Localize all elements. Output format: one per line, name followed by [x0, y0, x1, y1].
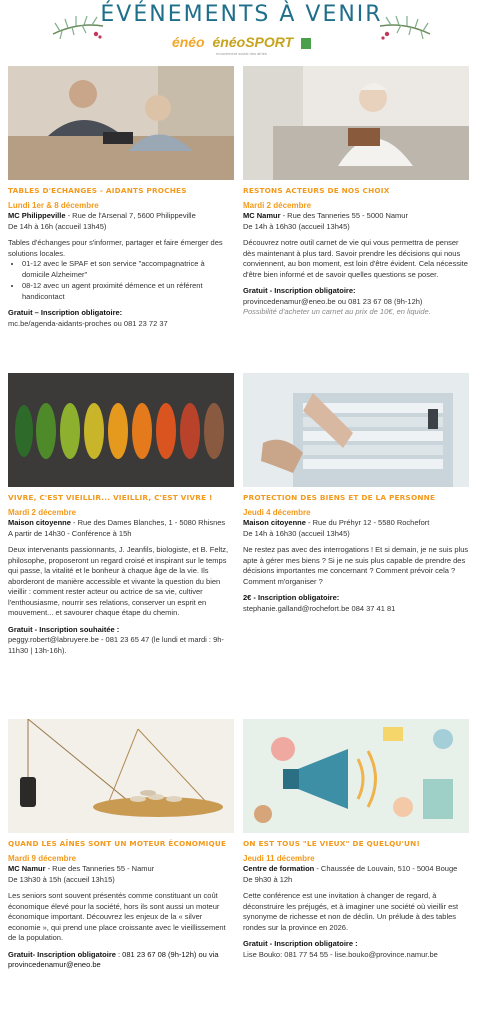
- event-photo-leaves: [8, 373, 234, 487]
- event-note: Possibilité d'acheter un carnet au prix de 10€, en liquide.: [243, 307, 431, 316]
- event-location: [243, 518, 469, 529]
- event-address: - Rue des Dames Blanches, 1 - 5080 Rhisnes: [70, 518, 226, 527]
- event-date: Jeudi 11 décembre: [243, 854, 315, 863]
- event-address: - Rue du Préhyr 12 - 5580 Rochefort: [305, 518, 430, 527]
- event-bullet-list: [22, 259, 234, 302]
- event-location: [8, 864, 234, 875]
- event-photo-caregivers: [8, 66, 234, 180]
- event-registration: Gratuit - Inscription obligatoire :: [243, 939, 358, 948]
- event-registration-line: [8, 950, 234, 971]
- event-date: Jeudi 4 décembre: [243, 508, 311, 517]
- list-item: • 01-12 avec le SPAF et son service "accompagnatrice à domicile Alzheimer": [22, 259, 234, 280]
- eneo-logo: énéo: [171, 34, 205, 50]
- event-description: Découvrez notre outil carnet de vie qui vous permettra de penser dès maintenant à plus tard. Savoir prendre les décisions qui nous conviennent, au bon moment, est loin d'être évident. Cela nécessite d'être bien informé et de savoir quelles questions se poser.: [243, 238, 468, 279]
- event-date: Mardi 2 décembre: [8, 508, 77, 517]
- event-venue: MC Philippeville: [8, 211, 66, 220]
- event-contact[interactable]: stephanie.galland@rochefort.be 084 37 41 81: [243, 603, 396, 613]
- event-title: VIVRE, C'EST VIEILLIR... VIEILLIR, C'EST VIVRE !: [8, 493, 213, 502]
- badge-icon: [301, 38, 311, 49]
- event-venue: MC Namur: [8, 864, 46, 873]
- event-description: Les seniors sont souvent présentés comme constituant un coût économique élevé pour la société, hors ils sont aussi un moteur économique important. Découvrez les enjeux de la « silver economie », qui prend une place croissante avec le vieillissement de la population.: [8, 891, 226, 942]
- holly-branch-right-icon: [375, 4, 435, 44]
- event-location: [8, 518, 234, 529]
- event-photo-megaphone: [243, 719, 469, 833]
- event-registration: 2€ - Inscription obligatoire:: [243, 593, 340, 602]
- event-time: De 9h30 à 12h: [243, 874, 293, 884]
- event-time: A partir de 14h30 - Conférence à 15h: [8, 528, 132, 538]
- page-title: ÉVÉNEMENTS À VENIR: [100, 2, 383, 27]
- list-item: • 08-12 avec un agent proximité démence et un référent handicontact: [22, 281, 234, 302]
- event-address: - Rue de l'Arsenal 7, 5600 Philippeville: [65, 211, 196, 220]
- event-contact[interactable]: peggy.robert@labruyere.be - 081 23 65 47 (le lundi et mardi : 9h-11h30 | 13h-16h).: [8, 635, 224, 655]
- event-photo-files: [243, 373, 469, 487]
- event-title: PROTECTION DES BIENS ET DE LA PERSONNE: [243, 493, 436, 502]
- event-time: De 14h à 16h30 (accueil 13h45): [243, 528, 350, 538]
- event-registration: Gratuit – Inscription obligatoire:: [8, 308, 123, 317]
- event-contact[interactable]: mc.be/agenda-aidants-proches ou 081 23 72 37: [8, 318, 168, 328]
- event-venue: Centre de formation: [243, 864, 315, 873]
- event-description: Cette conférence est une invitation à changer de regard, à déconstruire les préjugés, et à imaginer une société où vieillir est synonyme de richesse et non de déclin. Un prélude à des tables rondes sur la province en 2026.: [243, 891, 459, 932]
- event-photo-reading: [243, 66, 469, 180]
- event-venue: MC Namur: [243, 211, 281, 220]
- event-description: Deux intervenants passionnants, J. Jeanfils, biologiste, et B. Feltz, philosophe, proposeront un regard croisé et inspirant sur le temps qui passe, la vitalité et le bonheur à chaque âge de la vie. Ils aborderont de manière accessible et vivante la question du bien vieillir : comment rester acteur ou actrice de sa vie, cultiver l'enthousiasme, nourrir ses relations, conserver un esprit en mouvement... et savourer chaque étape du chemin.: [8, 545, 229, 617]
- event-photo-scale: [8, 719, 234, 833]
- event-date: Mardi 9 décembre: [8, 854, 77, 863]
- event-registration: Gratuit - Inscription obligatoire:: [243, 286, 356, 295]
- event-location: [8, 211, 234, 222]
- event-registration: Gratuit - Inscription souhaitée :: [8, 624, 120, 634]
- eneo-sport-logo: énéoSPORT: [212, 34, 294, 50]
- event-description: [8, 238, 234, 302]
- logo-tagline: mouvement social des aînés: [216, 51, 267, 56]
- event-venue: Maison citoyenne: [243, 518, 306, 527]
- event-contact[interactable]: Lise Bouko: 081 77 54 55 - lise.bouko@province.namur.be: [243, 949, 438, 959]
- event-location: [243, 211, 469, 222]
- event-address: - Chaussée de Louvain, 510 - 5004 Bouge: [314, 864, 458, 873]
- event-contact[interactable]: provincedenamur@eneo.be ou 081 23 67 08 (9h-12h): [243, 296, 423, 306]
- event-date: Mardi 2 décembre: [243, 201, 312, 210]
- page-header: [0, 0, 483, 62]
- event-description: Ne restez pas avec des interrogations ! Et si demain, je ne suis plus apte à gérer mes biens ? Si je ne suis plus capable de prendre des décisions importantes me concernant ? Comment prévoir cela ? Comment m'organiser ?: [243, 545, 469, 586]
- event-title: RESTONS ACTEURS DE NOS CHOIX: [243, 186, 390, 195]
- event-time: De 14h à 16h (accueil 13h45): [8, 221, 107, 231]
- event-time: De 13h30 à 15h (accueil 13h15): [8, 874, 115, 884]
- event-desc-text: Tables d'échanges pour s'informer, partager et faire émerger des solutions locales.: [8, 238, 223, 258]
- event-registration: Gratuit- Inscription obligatoire: [8, 949, 116, 959]
- event-time: De 14h à 16h30 (accueil 13h45): [243, 221, 350, 231]
- event-venue: Maison citoyenne: [8, 518, 71, 527]
- event-address: - Rue des Tanneries 55 - Namur: [45, 864, 155, 873]
- event-title: TABLES D'ECHANGES - AIDANTS PROCHES: [8, 186, 187, 195]
- event-title: QUAND LES AÎNES SONT UN MOTEUR ÉCONOMIQUE: [8, 839, 227, 848]
- event-location: [243, 864, 469, 875]
- event-contact[interactable]: : 081 23 67 08 (9h-12h) ou via provincedenamur@eneo.be: [8, 949, 219, 969]
- event-address: - Rue des Tanneries 55 - 5000 Namur: [280, 211, 408, 220]
- event-date: Lundi 1er & 8 décembre: [8, 201, 99, 210]
- event-title: ON EST TOUS "LE VIEUX" DE QUELQU'UN!: [243, 839, 420, 848]
